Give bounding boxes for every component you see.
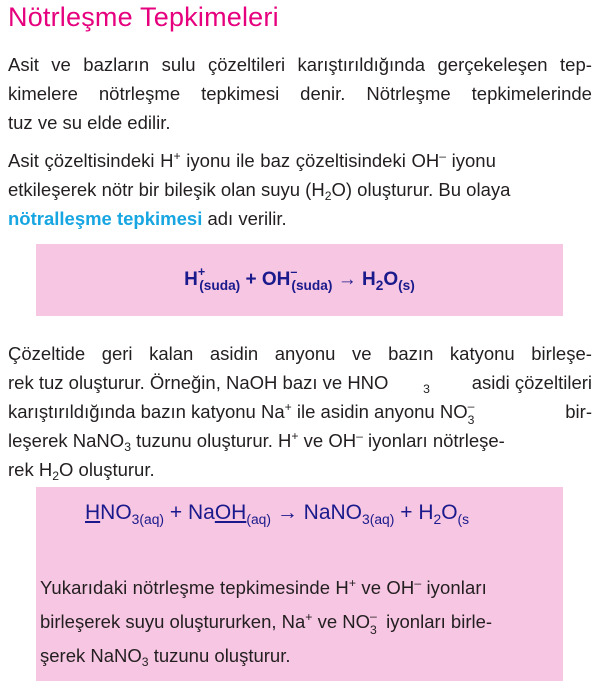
- word: karıştırıldığında: [297, 54, 426, 75]
- word: Asit: [8, 54, 39, 75]
- salt-line-3: karıştırıldığında bazın katyonu Na+ ile asidin anyonu NO – 3 bir-: [8, 399, 592, 427]
- word: tepkimelerinde: [471, 83, 592, 104]
- word: tepkimesi: [201, 83, 280, 104]
- neutralization-equation: $HNO_{3(aq)}$ + NaOH$_{(aq)}$ → NaNO$_{3(aq)}$ + $H_2O_{(s}$: [85, 501, 470, 527]
- reaction-arrow: →: [332, 269, 362, 290]
- intro-line-3: tuz ve su elde edilir.: [8, 112, 171, 133]
- word: katyonu: [449, 343, 515, 364]
- intro-paragraph: [8, 50, 592, 137]
- word: ve: [352, 343, 372, 364]
- word: çözeltileri: [207, 54, 286, 75]
- word: sulu: [161, 54, 196, 75]
- net-ionic-equation: $H^+_{(suda)} + OH^-_{(suda)} \to H_2O_{(s)}$: [184, 265, 415, 293]
- word: birleşe-: [531, 343, 592, 364]
- ion-line-1: Asit çözeltisindeki H+ iyonu ile baz çözeltisindeki OH– iyonu: [8, 149, 496, 171]
- word: geri: [101, 343, 133, 364]
- salt-line-5: rek $H_2O$ oluşturur.: [8, 459, 155, 484]
- word: ve: [51, 54, 71, 75]
- word: Nötrleşme: [366, 83, 451, 104]
- salt-line-2: rek tuz oluşturur. Örneğin, NaOH bazı ve HNO $_3$ asidi çözeltileri: [8, 372, 592, 397]
- intro-line-2: [8, 79, 592, 108]
- word: asidin: [209, 343, 259, 364]
- word: bazın: [388, 343, 434, 364]
- net-ionic-equation-box: [36, 244, 563, 316]
- neutralization-example-box: [36, 487, 563, 681]
- word: bazların: [83, 54, 150, 75]
- word: kimelere: [8, 83, 78, 104]
- salt-paragraph: [8, 339, 592, 484]
- explanation-line-2: birleşerek suyu oluştururken, Na+ ve NO – 3 iyonları birle-: [40, 609, 493, 637]
- word: denir.: [300, 83, 346, 104]
- ion-line-2: etkileşerek nötr bir bileşik olan suyu $(H_2O)$ oluşturur. Bu olaya: [8, 179, 511, 204]
- ion-line-3: nötralleşme tepkimesi adı verilir.: [8, 208, 287, 229]
- term-highlight: nötralleşme tepkimesi: [8, 208, 203, 229]
- reaction-arrow-2: →: [270, 501, 304, 524]
- word: tep-: [560, 54, 592, 75]
- salt-line-1: [8, 339, 592, 368]
- word: kalan: [149, 343, 194, 364]
- word: gerçekeleşen: [437, 54, 548, 75]
- explanation-line-3: şerek NaNO$_3$ tuzunu oluşturur.: [40, 645, 291, 670]
- page-title: Nötrleşme Tepkimeleri: [8, 2, 279, 32]
- salt-line-4: leşerek NaNO$_3$ tuzunu oluşturur. H+ ve OH– iyonları nötrleşe-: [8, 429, 505, 455]
- word: Çözeltide: [8, 343, 86, 364]
- example-explanation: [40, 571, 555, 673]
- word: anyonu: [274, 343, 336, 364]
- ion-paragraph: [8, 146, 592, 233]
- explanation-line-1: Yukarıdaki nötrleşme tepkimesinde H+ ve OH– iyonları: [40, 576, 487, 598]
- word: nötrleşme: [98, 83, 181, 104]
- intro-line-1: [8, 50, 592, 79]
